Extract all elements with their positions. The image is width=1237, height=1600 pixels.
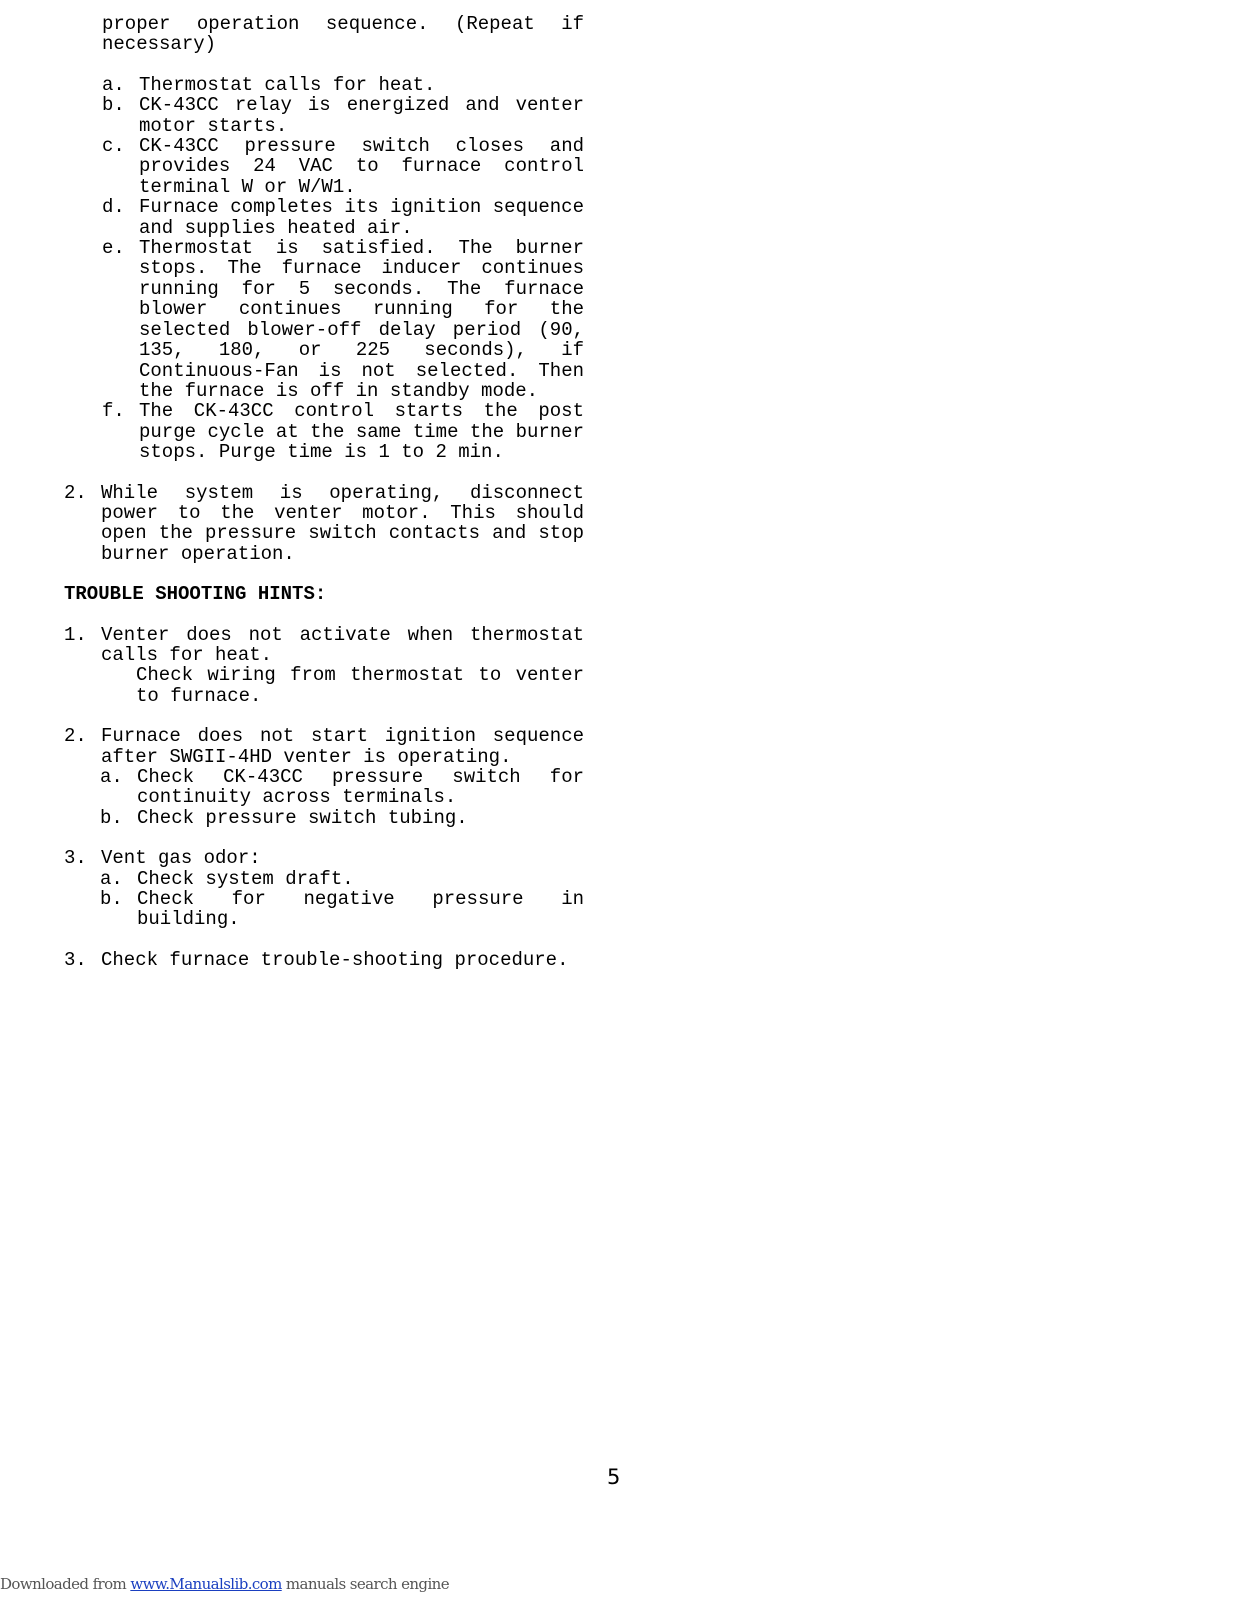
- item-marker: a.: [100, 766, 123, 788]
- list-item: [100, 808, 584, 828]
- list-item: [102, 238, 584, 401]
- item-text: CK-43CC relay is energized and venter motor starts.: [139, 94, 584, 137]
- item-marker: b.: [100, 888, 123, 911]
- hint-3: [64, 848, 584, 930]
- item-text: CK-43CC pressure switch closes and provides 24 VAC to furnace control terminal W or W/W1.: [139, 135, 584, 198]
- item-marker: e.: [102, 237, 125, 260]
- list-item: [102, 95, 584, 136]
- item-marker: a.: [102, 73, 125, 96]
- list-item: [102, 75, 584, 95]
- hint-text: Furnace does not start ignition sequence after SWGII-4HD venter is operating.: [101, 725, 584, 768]
- hint-text: Vent gas odor:: [101, 847, 261, 870]
- hint-text: Check furnace trouble-shooting procedure.: [101, 948, 569, 971]
- list-item: [100, 869, 584, 889]
- step-marker: 2.: [64, 481, 87, 504]
- item-text: The CK-43CC control starts the post purge cycle at the same time the burner stops. Purge time is 1 to 2 min.: [139, 400, 584, 464]
- hint-marker: 1.: [64, 623, 87, 646]
- intro-text: proper operation sequence. (Repeat if necessary): [102, 13, 584, 56]
- list-item: [100, 767, 584, 808]
- item-text: Check system draft.: [137, 867, 354, 890]
- footer-prefix: Downloaded from: [0, 1575, 131, 1593]
- item-marker: f.: [102, 400, 125, 423]
- item-marker: d.: [102, 196, 125, 219]
- document-body: [64, 14, 584, 970]
- item-text: Check CK-43CC pressure switch for continuity across terminals.: [137, 766, 584, 809]
- hint-2: [64, 726, 584, 828]
- hint-marker: 3.: [64, 847, 87, 870]
- item-text: Check pressure switch tubing.: [137, 806, 468, 829]
- item-marker: b.: [102, 94, 125, 117]
- item-text: Furnace completes its ignition sequence and supplies heated air.: [139, 196, 584, 239]
- item-text: Thermostat is satisfied. The burner stops. The furnace inducer continues running for 5 seconds. The furnace blower continues running for the selected blower-off delay period (90, 135, 180, or 225 seconds), if Continuous-Fan is not selected. Then the furnace is off in standby mode.: [139, 237, 584, 402]
- item-marker: c.: [102, 135, 125, 158]
- list-item: [102, 136, 584, 197]
- list-item: [102, 197, 584, 238]
- step-text: While system is operating, disconnect power to the venter motor. This should open the pressure switch contacts and stop burner operation.: [101, 481, 584, 565]
- item-marker: a.: [100, 867, 123, 890]
- item-marker: b.: [100, 806, 123, 829]
- list-item: [102, 401, 584, 462]
- hint-marker: 2.: [64, 725, 87, 748]
- hint-4: [64, 950, 584, 970]
- hint-marker: 3.: [64, 948, 87, 971]
- item-text: Check for negative pressure in building.: [137, 888, 584, 931]
- page-number: 5: [607, 1465, 621, 1489]
- hint-1: [64, 625, 584, 707]
- manualslib-link[interactable]: www.Manualslib.com: [130, 1575, 282, 1593]
- hint-text: Venter does not activate when thermostat calls for heat.: [101, 623, 584, 666]
- step-2: [64, 483, 584, 565]
- list-item: [100, 889, 584, 930]
- item-text: Thermostat calls for heat.: [139, 73, 436, 96]
- section-heading: TROUBLE SHOOTING HINTS:: [64, 583, 327, 606]
- footer-suffix: manuals search engine: [281, 1575, 449, 1593]
- sequence-list: [64, 75, 584, 463]
- download-footer: [0, 1575, 449, 1593]
- hint-detail: Check wiring from thermostat to venter to furnace.: [136, 664, 584, 707]
